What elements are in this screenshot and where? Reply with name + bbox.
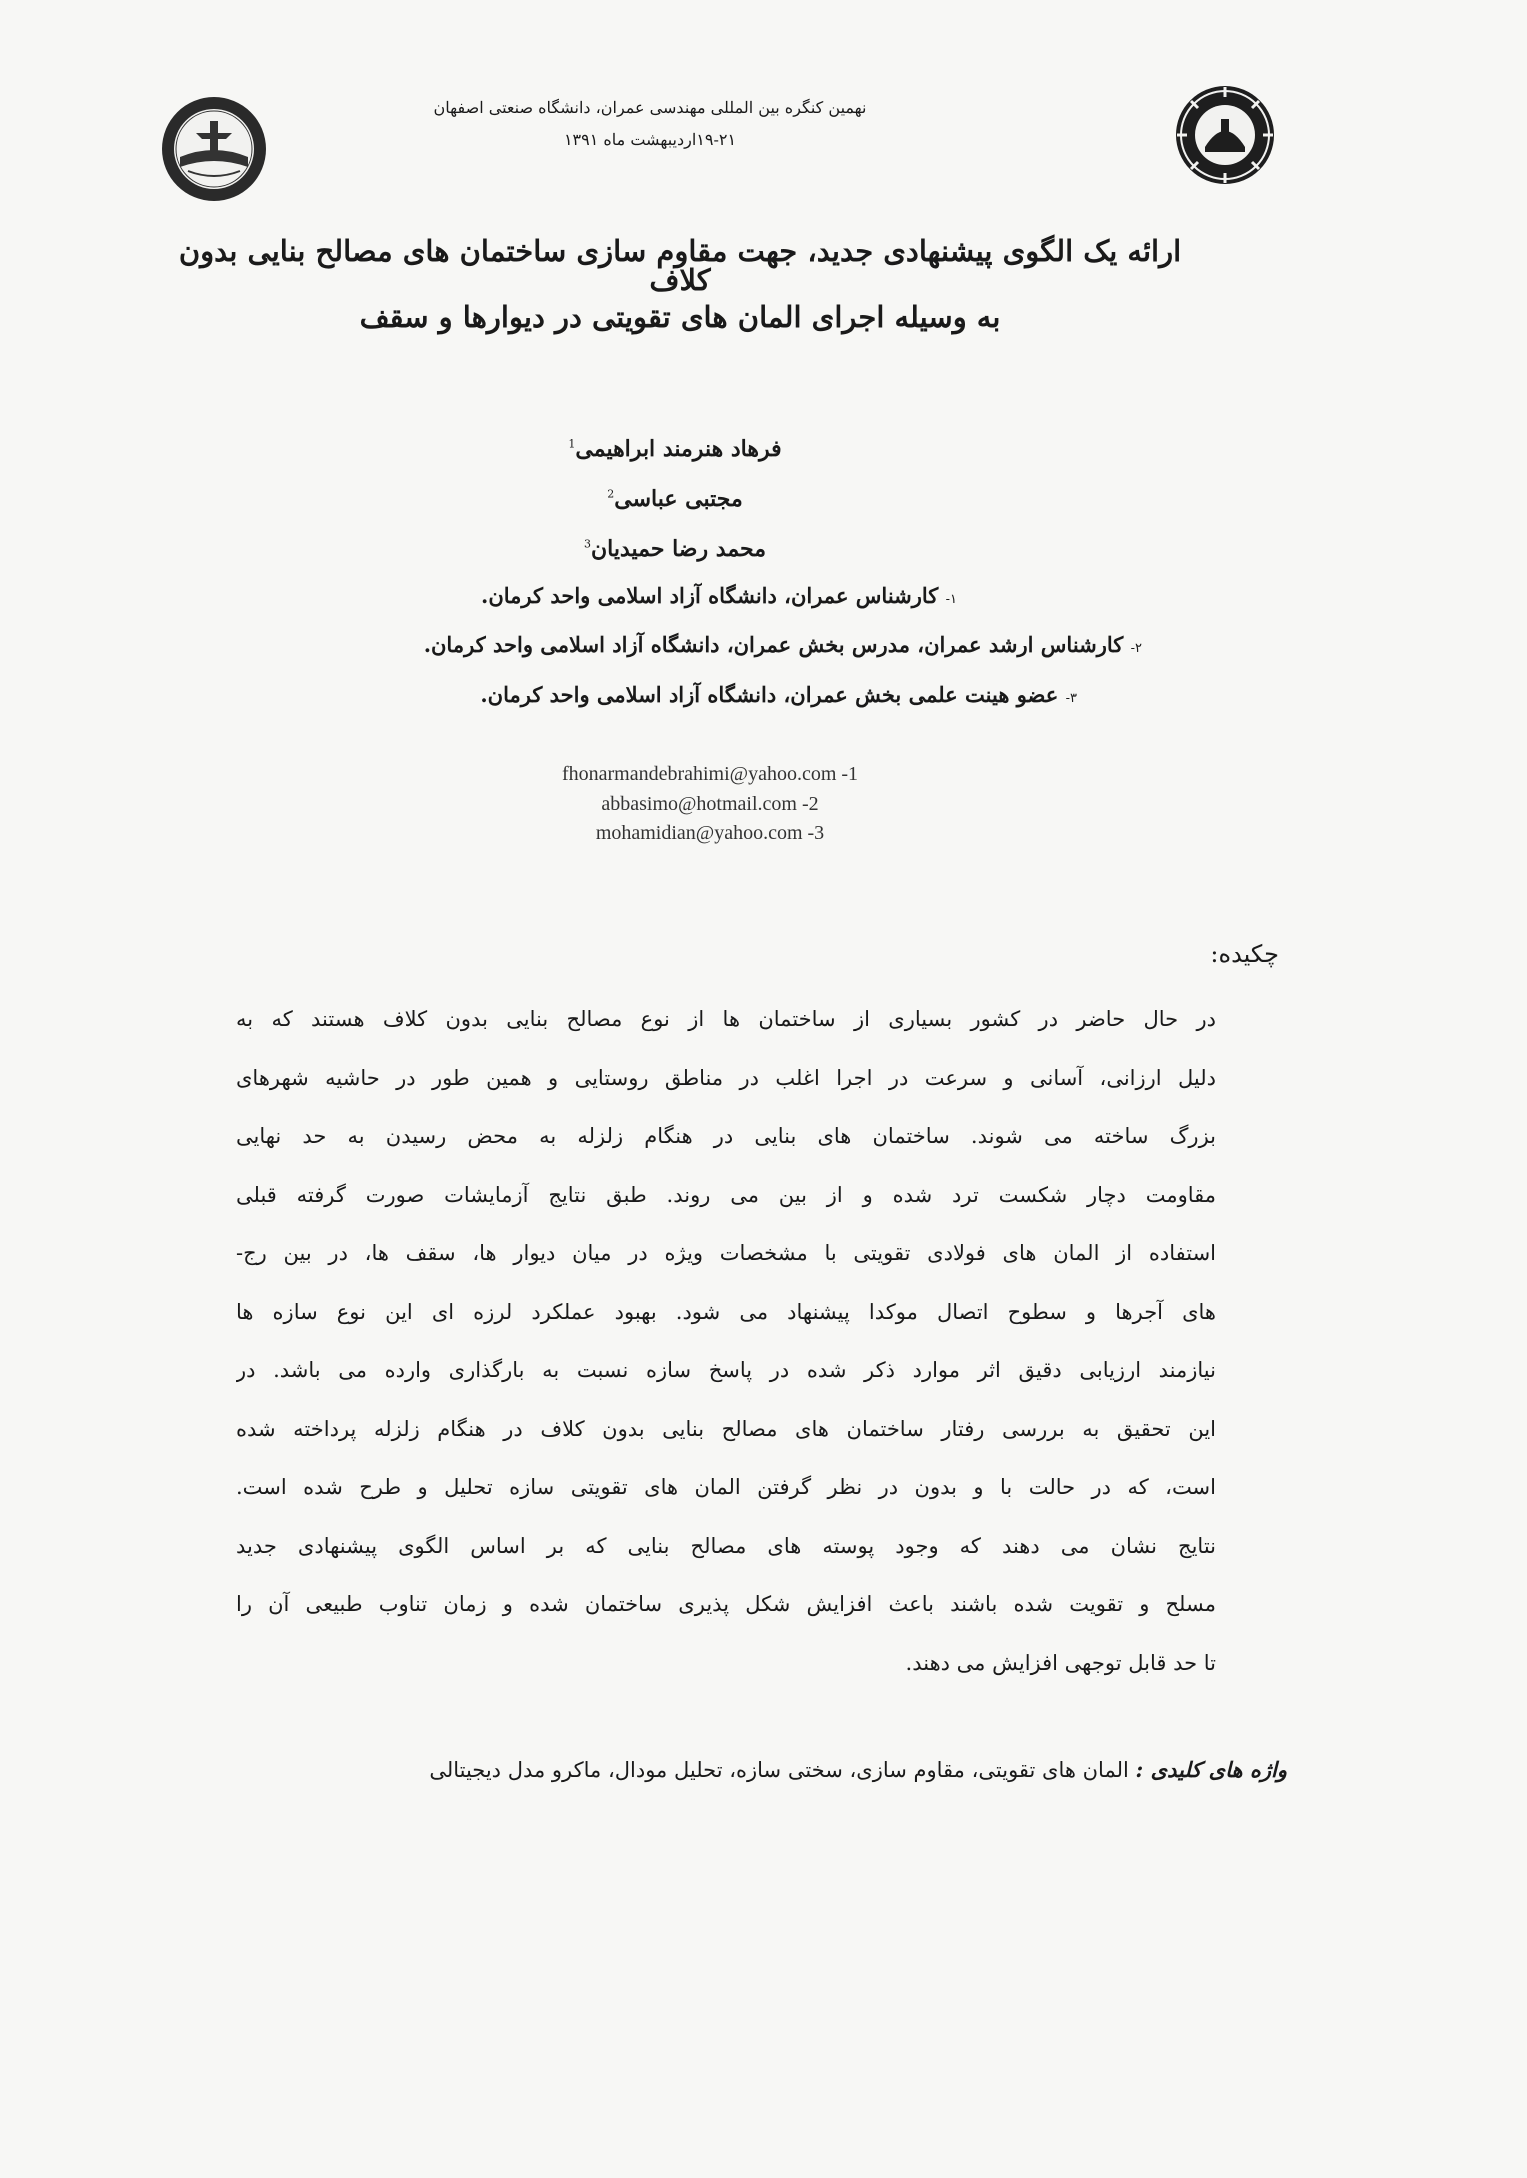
abstract-heading: چکیده:: [1210, 940, 1279, 968]
conference-name: نهمین کنگره بین المللی مهندسی عمران، دانشگاه صنعتی اصفهان: [433, 98, 867, 117]
abstract-line: مقاومت دچار شکست ترد شده و از بین می روند. طبق نتایج آزمایشات صورت گرفته قبلی: [236, 1182, 1216, 1207]
affiliation-3: [480, 682, 1077, 707]
affiliation-text: عضو هینت علمی بخش عمران، دانشگاه آزاد اسلامی واحد کرمان.: [480, 682, 1059, 707]
author-superscript: 2: [607, 487, 615, 501]
affiliation-text: کارشناس عمران، دانشگاه آزاد اسلامی واحد کرمان.: [481, 583, 939, 608]
affiliation-1: [481, 583, 957, 608]
affiliation-number: ۳-: [1065, 691, 1077, 706]
email-1[interactable]: fhonarmandebrahimi@yahoo.com -1: [561, 763, 859, 785]
keywords-text: المان های تقویتی، مقاوم سازی، سختی سازه، تحلیل مودال، ماکرو مدل دیجیتالی: [429, 1758, 1129, 1782]
author-superscript: 1: [568, 437, 576, 451]
conference-seal-icon: [160, 95, 268, 203]
abstract-line: نیازمند ارزیابی دقیق اثر موارد ذکر شده در پاسخ سازه نسبت به بارگذاری وارده می باشد. در: [236, 1358, 1216, 1382]
abstract-line: است، که در حالت با و بدون در نظر گرفتن المان های تقویتی سازه تحلیل و طرح شده است.: [236, 1475, 1216, 1499]
conference-date: ۱۹-۲۱اردیبهشت ماه ۱۳۹۱: [563, 130, 737, 149]
author-name: فرهاد هنرمند ابراهیمی: [575, 436, 782, 462]
affiliation-number: ۱-: [945, 592, 957, 607]
abstract-line: مسلح و تقویت شده باشند باعث افزایش شکل پذیری ساختمان شده و زمان تناوب طبیعی آن را: [236, 1592, 1216, 1616]
abstract-line: در حال حاضر در کشور بسیاری از ساختمان ها از نوع مصالح بنایی بدون کلاف هستند که به: [236, 1007, 1216, 1031]
abstract-line: تا حد قابل توجهی افزایش می دهند.: [905, 1650, 1216, 1675]
author-3: [500, 536, 850, 562]
university-emblem-icon: [1175, 85, 1275, 185]
abstract-line: استفاده از المان های فولادی تقویتی با مشخصات ویژه در میان دیوار ها، سقف ها، در بین رج-: [236, 1241, 1216, 1265]
author-1: [500, 436, 850, 462]
affiliation-number: ۲-: [1130, 641, 1142, 656]
affiliation-2: [424, 632, 1142, 657]
affiliation-text: کارشناس ارشد عمران، مدرس بخش عمران، دانشگاه آزاد اسلامی واحد کرمان.: [423, 632, 1124, 657]
abstract-line: این تحقیق به بررسی رفتار ساختمان های مصالح بنایی بدون کلاف در هنگام زلزله پرداخته شده: [236, 1416, 1216, 1441]
author-2: [500, 486, 850, 512]
abstract-line: دلیل ارزانی، آسانی و سرعت در اجرا اغلب در مناطق روستایی و همین طور در حاشیه شهرهای: [236, 1065, 1216, 1090]
keywords-label: واژه های کلیدی :: [1135, 1757, 1287, 1782]
author-superscript: 3: [583, 537, 591, 551]
author-name: مجتبی عباسی: [614, 486, 743, 512]
paper-title-line-2: به وسیله اجرای المان های تقویتی در دیوارها و سقف: [359, 300, 1001, 334]
paper-title-line-1: ارائه یک الگوی پیشنهادی جدید، جهت مقاوم سازی ساختمان های مصالح بنایی بدون کلاف: [178, 234, 1182, 297]
abstract-body: [236, 990, 1216, 1692]
keywords: [429, 1757, 1287, 1782]
email-2[interactable]: abbasimo@hotmail.com -2: [601, 793, 819, 815]
email-3[interactable]: mohamidian@yahoo.com -3: [595, 822, 825, 844]
abstract-line: نتایج نشان می دهند که وجود پوسته های مصالح بنایی که بر اساس الگوی پیشنهادی جدید: [236, 1533, 1216, 1558]
abstract-line: بزرگ ساخته می شوند. ساختمان های بنایی در هنگام زلزله به محض رسیدن به حد نهایی: [236, 1124, 1216, 1148]
author-name: محمد رضا حمیدیان: [590, 536, 767, 562]
abstract-line: های آجرها و سطوح اتصال موکدا پیشنهاد می شود. بهبود عملکرد لرزه ای این نوع سازه ها: [236, 1299, 1216, 1324]
